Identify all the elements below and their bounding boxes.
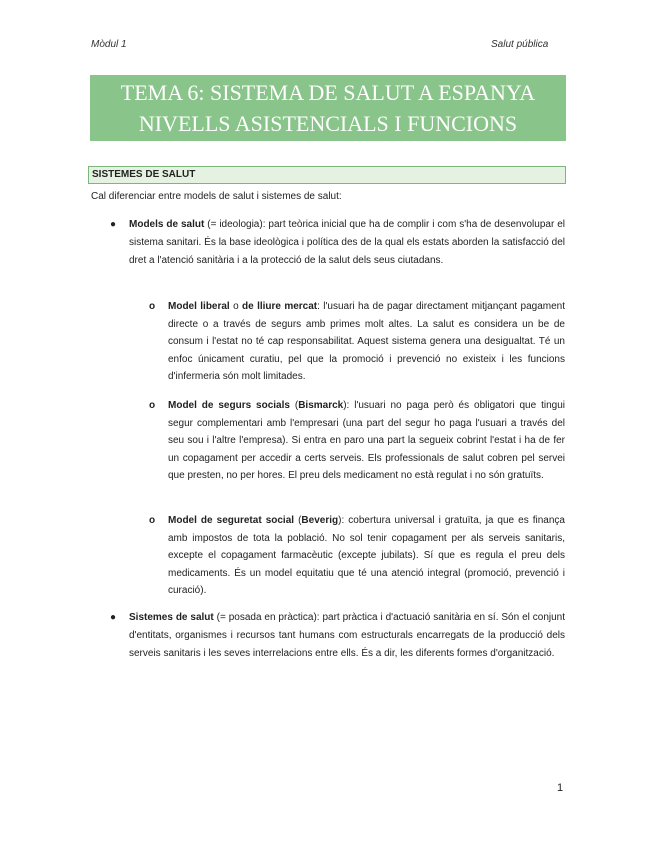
bullet-dot-icon: ● <box>110 612 117 623</box>
bullet-term: Models de salut <box>129 219 205 230</box>
bullet-dot-icon: ● <box>110 219 117 230</box>
header-module: Mòdul 1 <box>91 39 127 50</box>
list-item-sistemes-de-salut <box>110 609 566 663</box>
sub-text: : l'usuari ha de pagar directament mitjançant pagament directe o a través de segurs amb primes molt altes. La salut es considera un be de consum i l'estat no té cap responsabilitat. Aquest sistema genera una desigualtat. Té un enfoc únicament curatiu, pel que la promoció i prevenció no existeix i les funcions d'infermeria són molt limitades. <box>168 301 566 382</box>
header-subject: Salut pública <box>491 39 549 50</box>
sub-term: Model liberal <box>168 301 230 312</box>
bullet-term: Sistemes de salut <box>129 612 214 623</box>
sub-term: Model de segurs socials <box>168 400 290 411</box>
sub-text: ): l'usuari no paga però és obligatori que tingui segur complementari amb l'empresari (una part del segur ho paga l'usuari a través del seu sou i l'altre l'empresa). Si entra en paro una part la segueix cobrint l'estat i ha de fer un copagament per accedir a certs serveis. Els professionals de salut cobren pel servei que presten, no per hores. El preu dels medicament no està regulat i no són gratuïts. <box>168 400 565 481</box>
section-intro: Cal diferenciar entre models de salut i sistemes de salut: <box>91 191 342 202</box>
list-item-models-de-salut <box>110 216 566 270</box>
sub-item-model-segurs-socials: o Model de segurs socials (Bismarck): l'usuari no paga però és obligatori que tingui segur complementari amb l'empresari (una part del segur ho paga l'usuari a través del seu sou i l'altre l'empresa). Si entra en paro una part la segueix cobrint l'estat i ha de fer un copagament per accedir a certs serveis. Els professionals de salut cobren pel servei que presten, no per hores. El preu dels medicament no està regulat i no són gratuïts. <box>168 397 565 485</box>
sub-term: Model de seguretat social <box>168 515 295 526</box>
title-line-1: TEMA 6: SISTEMA DE SALUT A ESPANYA <box>120 80 536 105</box>
sub-text: ): cobertura universal i gratuïta, ja que es finança amb impostos de tota la població. No sol tenir copagament per als serveis sanitaris, excepte el copagament farmacèutic (excepte jubilats). Sí que es regula el preu dels medicaments. És un model equitatiu que té una atenció integral (promoció, prevenció i curació). <box>168 515 565 596</box>
title-banner <box>90 75 566 141</box>
bullet-circle-icon: o <box>149 301 156 312</box>
bullet-text: (= posada en pràctica): part pràctica i d'actuació sanitària en sí. Són el conjunt d'entitats, organismes i recursos tant humans com estructurals encarregats de la producció dels serveis sanitaris i les seves interrelacions entre ells. És a dir, les diferents formes d'organització. <box>129 612 566 659</box>
sub-term-2: de lliure mercat <box>242 301 318 312</box>
bullet-text: (= ideologia): part teòrica inicial que ha de complir i com s'ha de desenvolupar el sistema sanitari. És la base ideològica i política des de la qual els estats aborden la satisfacció del dret a l'atenció sanitària i a la protecció de la salut dels seus ciutadans. <box>129 219 566 266</box>
sub-term-2: Bismarck <box>298 400 344 411</box>
sub-item-model-seguretat-social: o Model de seguretat social (Beverig): cobertura universal i gratuïta, ja que es finança amb impostos de tota la població. No sol tenir copagament per als serveis sanitaris, excepte el copagament farmacèutic (excepte jubilats). Sí que es regula el preu dels medicaments. És un model equitatiu que té una atenció integral (promoció, prevenció i curació). <box>168 512 565 600</box>
bullet-circle-icon: o <box>149 400 156 411</box>
sub-item-model-liberal: o Model liberal o de lliure mercat: l'usuari ha de pagar directament mitjançant pagament directe o a través de segurs amb primes molt altes. La salut es considera un be de consum i l'estat no té cap responsabilitat. Aquest sistema genera una desigualtat. Té un enfoc únicament curatiu, pel que la promoció i prevenció no existeix i les funcions d'infermeria són molt limitades. <box>168 298 565 386</box>
title-line-2: NIVELLS ASISTENCIALS I FUNCIONS <box>138 111 518 136</box>
page-number: 1 <box>557 782 564 794</box>
section-heading: SISTEMES DE SALUT <box>88 166 566 184</box>
bullet-circle-icon: o <box>149 515 156 526</box>
sub-term-2: Beverig <box>301 515 339 526</box>
